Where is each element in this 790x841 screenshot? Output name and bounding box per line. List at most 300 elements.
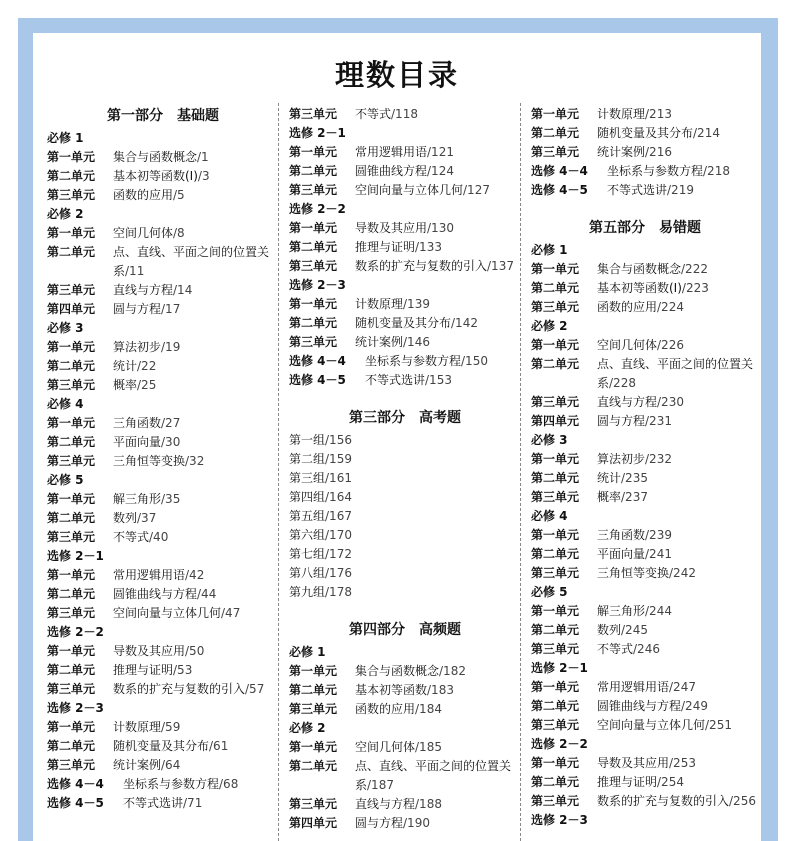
page-number: /244 xyxy=(645,604,672,618)
page-number: /44 xyxy=(197,587,217,601)
entry-title xyxy=(113,376,279,395)
entry-name: 第三组 xyxy=(289,471,326,485)
entry-title xyxy=(113,566,279,585)
entry-name: 空间向量与立体几何 xyxy=(597,718,706,732)
entry-name: 不等式 xyxy=(113,530,150,544)
unit-label: 第一单元 xyxy=(531,338,580,352)
page-number: /11 xyxy=(125,264,145,278)
entry-name: 平面向量 xyxy=(113,435,162,449)
entry-title xyxy=(607,162,759,181)
toc-entry xyxy=(531,162,759,181)
entry-title xyxy=(597,526,759,545)
entry-name: 解三角形 xyxy=(597,604,646,618)
module-heading: 选修 2－2 xyxy=(531,737,588,751)
unit-label: 第三单元 xyxy=(47,682,96,696)
unit-label: 第三单元 xyxy=(47,283,96,297)
unit-label: 第三单元 xyxy=(289,702,338,716)
unit-label: 选修 4－4 xyxy=(47,777,104,791)
page-number: /219 xyxy=(667,183,694,197)
toc-entry xyxy=(531,678,759,697)
toc-entry xyxy=(47,642,279,661)
entry-title xyxy=(113,167,279,186)
unit-label: 第二单元 xyxy=(289,240,338,254)
unit-label: 第二单元 xyxy=(531,281,580,295)
toc-entry xyxy=(47,775,279,794)
page-number: /230 xyxy=(657,395,684,409)
entry-title xyxy=(113,718,279,737)
entry-name: 统计案例 xyxy=(355,335,404,349)
toc-entry xyxy=(47,794,279,813)
entry-name: 空间向量与立体几何 xyxy=(355,183,464,197)
page-number: /226 xyxy=(657,338,684,352)
entry-name: 随机变量及其分布 xyxy=(113,739,210,753)
unit-label: 第三单元 xyxy=(531,395,580,409)
toc-entry xyxy=(531,545,759,564)
unit-label: 第三单元 xyxy=(47,188,96,202)
entry-name: 第四组 xyxy=(289,490,326,504)
entry-name: 三角恒等变换 xyxy=(597,566,670,580)
page-number: /124 xyxy=(427,164,454,178)
toc-entry xyxy=(289,238,521,257)
page-number: /139 xyxy=(403,297,430,311)
entry-title xyxy=(113,756,279,775)
entry-title xyxy=(113,680,279,699)
page-number: /153 xyxy=(425,373,452,387)
page-number: /172 xyxy=(325,547,352,561)
unit-label: 第三单元 xyxy=(47,606,96,620)
entry-title xyxy=(355,738,521,757)
unit-label: 第二单元 xyxy=(531,623,580,637)
unit-label: 第三单元 xyxy=(47,530,96,544)
entry-name: 直线与方程 xyxy=(355,797,416,811)
page-number: /137 xyxy=(487,259,514,273)
entry-title xyxy=(113,490,279,509)
unit-label: 第二单元 xyxy=(47,663,96,677)
page-number: /188 xyxy=(415,797,442,811)
toc-entry xyxy=(531,469,759,488)
entry-name: 圆锥曲线与方程 xyxy=(113,587,198,601)
entry-title xyxy=(597,143,759,162)
entry-name: 点、直线、平面之间的位置关系 xyxy=(597,357,754,390)
entry-name: 集合与函数概念 xyxy=(355,664,440,678)
page-number: /178 xyxy=(325,585,352,599)
page-number: /232 xyxy=(645,452,672,466)
page-number: /19 xyxy=(161,340,181,354)
toc-entry xyxy=(289,700,521,719)
unit-label: 第一单元 xyxy=(289,740,338,754)
entry-title xyxy=(355,700,521,719)
unit-label: 第二单元 xyxy=(531,357,580,371)
toc-entry xyxy=(531,773,759,792)
toc-column-1 xyxy=(47,105,279,813)
entry-name: 点、直线、平面之间的位置关系 xyxy=(355,759,512,792)
entry-name: 算法初步 xyxy=(597,452,646,466)
toc-entry xyxy=(531,355,759,393)
toc-entry xyxy=(47,433,279,452)
page-number: /64 xyxy=(161,758,181,772)
toc-entry xyxy=(531,564,759,583)
entry-name: 不等式 xyxy=(355,107,392,121)
entry-name: 第八组 xyxy=(289,566,326,580)
entry-title xyxy=(597,754,759,773)
unit-label: 第一单元 xyxy=(47,150,96,164)
unit-label: 第二单元 xyxy=(47,511,96,525)
entry-title xyxy=(597,469,759,488)
entry-name: 第二组 xyxy=(289,452,326,466)
toc-entry xyxy=(289,564,521,583)
entry-title xyxy=(597,279,759,298)
toc-entry xyxy=(289,583,521,602)
page-number: /61 xyxy=(209,739,229,753)
toc-entry xyxy=(289,181,521,200)
unit-label: 第一单元 xyxy=(47,416,96,430)
toc-entry xyxy=(289,795,521,814)
entry-title xyxy=(113,243,279,281)
toc-entry xyxy=(47,604,279,623)
toc-entry xyxy=(289,314,521,333)
toc-entry xyxy=(289,219,521,238)
toc-entry xyxy=(47,737,279,756)
toc-entry xyxy=(47,718,279,737)
entry-name: 圆与方程 xyxy=(355,816,404,830)
toc-entry xyxy=(289,371,521,390)
page-number: /247 xyxy=(669,680,696,694)
unit-label: 第四单元 xyxy=(47,302,96,316)
entry-name: 数列 xyxy=(597,623,622,637)
toc-column-2 xyxy=(289,105,521,833)
toc-entry xyxy=(47,148,279,167)
entry-name: 导数及其应用 xyxy=(113,644,186,658)
entry-title xyxy=(355,143,521,162)
page-title: 理数目录 xyxy=(334,58,459,92)
entry-title xyxy=(355,757,521,795)
toc-entry xyxy=(531,716,759,735)
page-number: /127 xyxy=(463,183,490,197)
unit-label: 第三单元 xyxy=(47,454,96,468)
entry-name: 数系的扩充与复数的引入 xyxy=(355,259,488,273)
toc-entry xyxy=(531,754,759,773)
entry-name: 平面向量 xyxy=(597,547,646,561)
entry-title xyxy=(355,295,521,314)
entry-name: 数列 xyxy=(113,511,138,525)
toc-entry xyxy=(289,450,521,469)
module-heading: 必修 4 xyxy=(531,509,568,523)
toc-entry xyxy=(47,490,279,509)
toc-entry xyxy=(289,257,521,276)
entry-name: 第九组 xyxy=(289,585,326,599)
toc-entry xyxy=(289,488,521,507)
entry-name: 随机变量及其分布 xyxy=(597,126,694,140)
toc-entry xyxy=(47,376,279,395)
page-number: /3 xyxy=(197,169,210,183)
toc-entry xyxy=(531,488,759,507)
page-number: /68 xyxy=(219,777,239,791)
entry-name: 推理与证明 xyxy=(113,663,174,677)
entry-title xyxy=(113,528,279,547)
unit-label: 第二单元 xyxy=(531,126,580,140)
entry-title xyxy=(597,105,759,124)
toc-entry xyxy=(531,336,759,355)
unit-label: 第三单元 xyxy=(531,145,580,159)
entry-name: 函数的应用 xyxy=(113,188,174,202)
entry-name: 三角恒等变换 xyxy=(113,454,186,468)
unit-label: 第二单元 xyxy=(531,699,580,713)
page-number: /224 xyxy=(657,300,684,314)
entry-name: 三角函数 xyxy=(113,416,162,430)
entry-name: 导数及其应用 xyxy=(597,756,670,770)
entry-name: 算法初步 xyxy=(113,340,162,354)
module-heading: 必修 5 xyxy=(47,473,84,487)
unit-label: 第三单元 xyxy=(289,797,338,811)
entry-title xyxy=(365,352,521,371)
toc-entry xyxy=(289,662,521,681)
entry-title xyxy=(113,585,279,604)
unit-label: 第二单元 xyxy=(531,471,580,485)
toc-entry xyxy=(47,756,279,775)
entry-name: 统计 xyxy=(113,359,138,373)
unit-label: 第一单元 xyxy=(47,568,96,582)
module-heading: 必修 3 xyxy=(47,321,84,335)
page-number: /142 xyxy=(451,316,478,330)
module-heading: 选修 2－3 xyxy=(289,278,346,292)
page-number: /118 xyxy=(391,107,418,121)
unit-label: 第二单元 xyxy=(289,683,338,697)
entry-title xyxy=(113,186,279,205)
unit-label: 第二单元 xyxy=(47,169,96,183)
entry-name: 统计案例 xyxy=(113,758,162,772)
entry-name: 函数的应用 xyxy=(597,300,658,314)
page-number: /228 xyxy=(609,376,636,390)
module-heading: 选修 2－1 xyxy=(47,549,104,563)
page-number: /253 xyxy=(669,756,696,770)
unit-label: 第二单元 xyxy=(289,316,338,330)
page-number: /185 xyxy=(415,740,442,754)
toc-entry xyxy=(47,528,279,547)
entry-title xyxy=(123,775,279,794)
unit-label: 第一单元 xyxy=(531,452,580,466)
toc-entry xyxy=(47,357,279,376)
unit-label: 选修 4－5 xyxy=(47,796,104,810)
entry-name: 概率 xyxy=(597,490,622,504)
entry-title xyxy=(355,814,521,833)
entry-title xyxy=(355,681,521,700)
unit-label: 第三单元 xyxy=(47,378,96,392)
unit-label: 第一单元 xyxy=(531,528,580,542)
entry-title xyxy=(123,794,279,813)
entry-name: 第七组 xyxy=(289,547,326,561)
module-heading: 选修 2－2 xyxy=(47,625,104,639)
unit-label: 选修 4－5 xyxy=(289,373,346,387)
toc-entry xyxy=(289,545,521,564)
entry-title xyxy=(597,412,759,431)
unit-label: 第三单元 xyxy=(289,107,338,121)
module-heading: 必修 2 xyxy=(531,319,568,333)
entry-title xyxy=(113,148,279,167)
page-number: /241 xyxy=(645,547,672,561)
page-number: /223 xyxy=(681,281,709,295)
unit-label: 第一单元 xyxy=(289,664,338,678)
page-number: /249 xyxy=(681,699,708,713)
entry-name: 计数原理 xyxy=(597,107,646,121)
toc-entry xyxy=(289,507,521,526)
entry-title xyxy=(113,604,279,623)
toc-entry xyxy=(289,333,521,352)
unit-label: 第三单元 xyxy=(531,794,580,808)
unit-label: 第二单元 xyxy=(47,359,96,373)
page-number: /214 xyxy=(693,126,720,140)
section-heading: 第三部分 高考题 xyxy=(349,410,461,426)
toc-entry xyxy=(289,681,521,700)
entry-title xyxy=(113,737,279,756)
unit-label: 第三单元 xyxy=(531,642,580,656)
toc-entry xyxy=(289,143,521,162)
entry-title xyxy=(597,124,759,143)
toc-entry xyxy=(531,298,759,317)
toc-entry xyxy=(531,143,759,162)
entry-title xyxy=(597,260,759,279)
entry-title xyxy=(597,792,759,811)
toc-entry xyxy=(289,295,521,314)
unit-label: 第三单元 xyxy=(289,259,338,273)
module-heading: 必修 1 xyxy=(289,645,326,659)
toc-entry xyxy=(289,469,521,488)
toc-entry xyxy=(531,181,759,200)
page-number: /57 xyxy=(245,682,265,696)
toc-entry xyxy=(531,621,759,640)
page-number: /59 xyxy=(161,720,181,734)
module-heading: 选修 2－3 xyxy=(47,701,104,715)
unit-label: 第四单元 xyxy=(531,414,580,428)
toc-entry xyxy=(289,105,521,124)
toc-entry xyxy=(47,661,279,680)
entry-name: 圆与方程 xyxy=(597,414,646,428)
page-number: /50 xyxy=(185,644,205,658)
entry-name: 坐标系与参数方程 xyxy=(365,354,462,368)
entry-name: 直线与方程 xyxy=(597,395,658,409)
toc-entry xyxy=(289,738,521,757)
entry-title xyxy=(113,281,279,300)
entry-name: 基本初等函数(Ⅰ) xyxy=(113,169,198,183)
page-number: /14 xyxy=(173,283,193,297)
page-number: /133 xyxy=(415,240,442,254)
entry-title xyxy=(597,716,759,735)
page-number: /8 xyxy=(173,226,185,240)
unit-label: 第四单元 xyxy=(289,816,338,830)
unit-label: 第一单元 xyxy=(47,340,96,354)
toc-entry xyxy=(47,167,279,186)
page-number: /239 xyxy=(645,528,672,542)
page-number: /216 xyxy=(645,145,672,159)
unit-label: 第一单元 xyxy=(47,492,96,506)
unit-label: 第二单元 xyxy=(531,775,580,789)
page-number: /22 xyxy=(137,359,157,373)
entry-title xyxy=(597,773,759,792)
entry-title xyxy=(597,640,759,659)
entry-name: 基本初等函数 xyxy=(355,683,428,697)
entry-name: 第六组 xyxy=(289,528,326,542)
entry-name: 随机变量及其分布 xyxy=(355,316,452,330)
page-number: /167 xyxy=(325,509,352,523)
entry-name: 三角函数 xyxy=(597,528,646,542)
toc-entry xyxy=(47,452,279,471)
entry-title xyxy=(597,336,759,355)
entry-title xyxy=(355,257,521,276)
toc-entry xyxy=(47,224,279,243)
entry-name: 计数原理 xyxy=(355,297,404,311)
unit-label: 第一单元 xyxy=(47,644,96,658)
page-number: /184 xyxy=(415,702,442,716)
entry-name: 点、直线、平面之间的位置关系 xyxy=(113,245,270,278)
page-number: /30 xyxy=(161,435,181,449)
unit-label: 第一单元 xyxy=(531,756,580,770)
module-heading: 选修 2－3 xyxy=(531,813,588,827)
toc-entry xyxy=(47,414,279,433)
unit-label: 第一单元 xyxy=(531,107,580,121)
entry-title xyxy=(113,224,279,243)
entry-title xyxy=(597,602,759,621)
entry-name: 不等式选讲 xyxy=(123,796,184,810)
unit-label: 第三单元 xyxy=(531,300,580,314)
toc-entry xyxy=(289,814,521,833)
toc-entry xyxy=(47,300,279,319)
entry-name: 计数原理 xyxy=(113,720,162,734)
page-number: /35 xyxy=(161,492,181,506)
entry-title xyxy=(355,162,521,181)
entry-name: 不等式选讲 xyxy=(607,183,668,197)
entry-name: 基本初等函数(Ⅰ) xyxy=(597,281,682,295)
entry-name: 不等式 xyxy=(597,642,634,656)
entry-title xyxy=(355,795,521,814)
entry-name: 推理与证明 xyxy=(355,240,416,254)
page-number: /187 xyxy=(367,778,394,792)
unit-label: 第二单元 xyxy=(47,739,96,753)
toc-entry xyxy=(531,526,759,545)
page-number: /27 xyxy=(161,416,181,430)
page-number: /150 xyxy=(461,354,488,368)
unit-label: 第一单元 xyxy=(47,720,96,734)
unit-label: 第二单元 xyxy=(47,435,96,449)
unit-label: 第一单元 xyxy=(289,145,338,159)
page-number: /32 xyxy=(185,454,205,468)
page-number: /237 xyxy=(621,490,648,504)
module-heading: 选修 2－1 xyxy=(289,126,346,140)
entry-title xyxy=(113,433,279,452)
toc-entry xyxy=(531,393,759,412)
page-number: /182 xyxy=(439,664,466,678)
toc-entry xyxy=(47,566,279,585)
entry-name: 常用逻辑用语 xyxy=(113,568,186,582)
module-heading: 必修 3 xyxy=(531,433,568,447)
toc-column-3 xyxy=(531,105,759,830)
page-number: /159 xyxy=(325,452,352,466)
toc-entry xyxy=(47,338,279,357)
entry-title xyxy=(597,488,759,507)
toc-entry xyxy=(531,640,759,659)
module-heading: 必修 4 xyxy=(47,397,84,411)
page-number: /235 xyxy=(621,471,648,485)
page-number: /130 xyxy=(427,221,454,235)
entry-name: 集合与函数概念 xyxy=(113,150,198,164)
page-number: /245 xyxy=(621,623,648,637)
entry-title xyxy=(355,314,521,333)
entry-name: 解三角形 xyxy=(113,492,162,506)
module-heading: 选修 2－2 xyxy=(289,202,346,216)
entry-title xyxy=(113,414,279,433)
unit-label: 第三单元 xyxy=(531,566,580,580)
entry-name: 导数及其应用 xyxy=(355,221,428,235)
unit-label: 第一单元 xyxy=(289,297,338,311)
toc-entry xyxy=(289,431,521,450)
